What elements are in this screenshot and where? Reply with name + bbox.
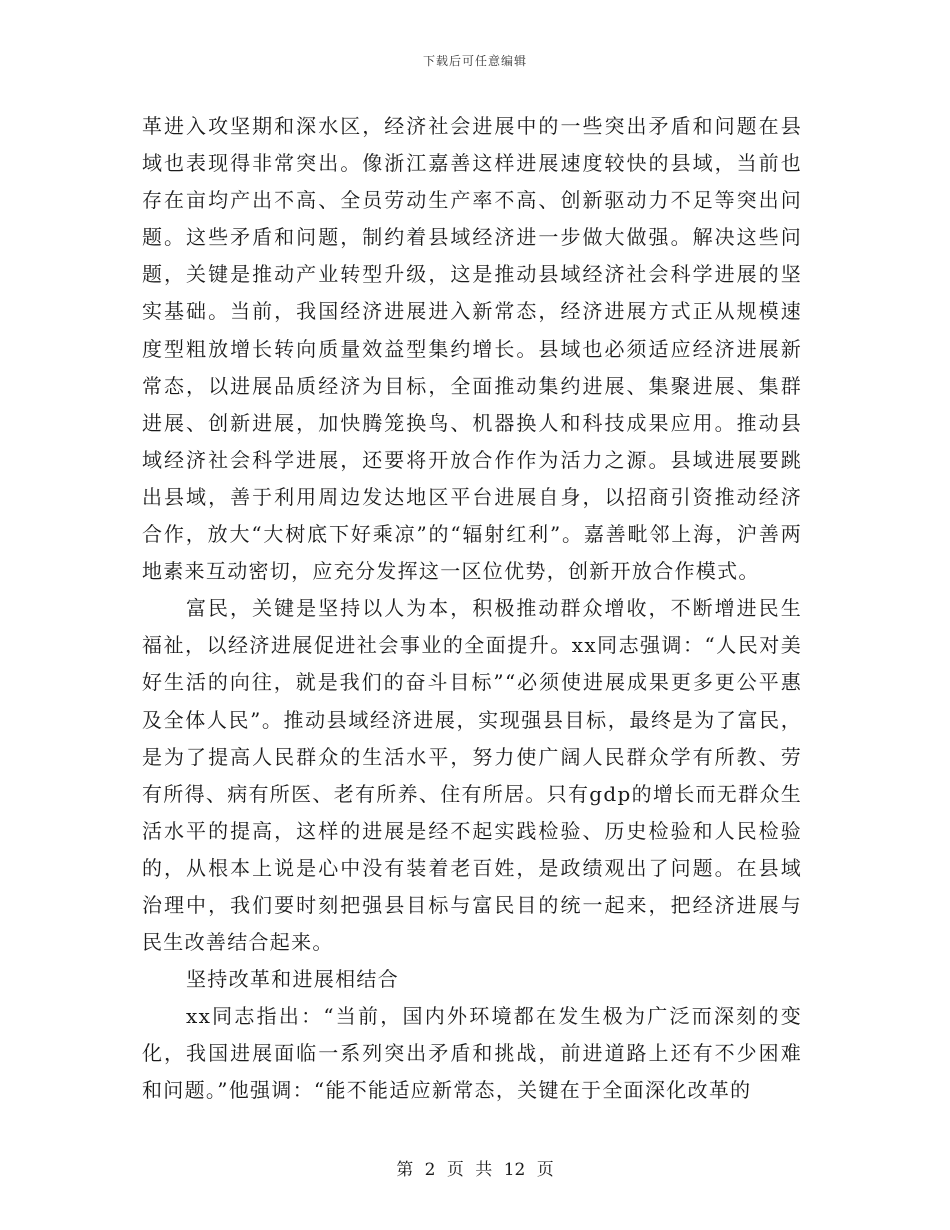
paragraph-2: 富民，关键是坚持以人为本，积极推动群众增收，不断增进民生福祉，以经济进展促进社会事业的全面提升。xx同志强调：“人民对美好生活的向往，就是我们的奋斗目标”“必须使进展成果更多更公平惠及全体人民”。推动县域经济进展，实现强县目标，最终是为了富民，是为了提高人民群众的生活水平，努力使广阔人民群众学有所教、劳有所得、病有所医、老有所养、住有所居。只有gdp的增长而无群众生活水平的提高，这样的进展是经不起实践检验、历史检验和人民检验的，从根本上说是心中没有装着老百姓，是政绩观出了问题。在县域治理中，我们要时刻把强县目标与富民目的统一起来，把经济进展与民生改善结合起来。 — [142, 596, 803, 955]
paragraph-1: 革进入攻坚期和深水区，经济社会进展中的一些突出矛盾和问题在县域也表现得非常突出。像浙江嘉善这样进展速度较快的县域，当前也存在亩均产出不高、全员劳动生产率不高、创新驱动力不足等突出问题。这些矛盾和问题，制约着县域经济进一步做大做强。解决这些问题，关键是推动产业转型升级，这是推动县域经济社会科学进展的坚实基础。当前，我国经济进展进入新常态，经济进展方式正从规模速度型粗放增长转向质量效益型集约增长。县域也必须适应经济进展新常态，以进展品质经济为目标，全面推动集约进展、集聚进展、集群进展、创新进展，加快腾笼换鸟、机器换人和科技成果应用。推动县域经济社会科学进展，还要将开放合作作为活力之源。县域进展要跳出县域，善于利用周边发达地区平台进展自身，以招商引资推动经济合作，放大“大树底下好乘凉”的“辐射红利”。嘉善毗邻上海，沪善两地素来互动密切，应充分发挥这一区位优势，创新开放合作模式。 — [142, 114, 802, 584]
page-number: 第 2 页 共 12 页 — [396, 1160, 554, 1180]
page-header: 下载后可任意编辑 — [422, 54, 527, 68]
section-heading: 坚持改革和进展相结合 — [186, 967, 399, 992]
document-body — [142, 108, 802, 1110]
paragraph-3: xx同志指出：“当前，国内外环境都在发生极为广泛而深刻的变化，我国进展面临一系列突出矛盾和挑战，前进道路上还有不少困难和问题。”他强调：“能不能适应新常态，关键在于全面深化改革的 — [142, 1004, 802, 1103]
